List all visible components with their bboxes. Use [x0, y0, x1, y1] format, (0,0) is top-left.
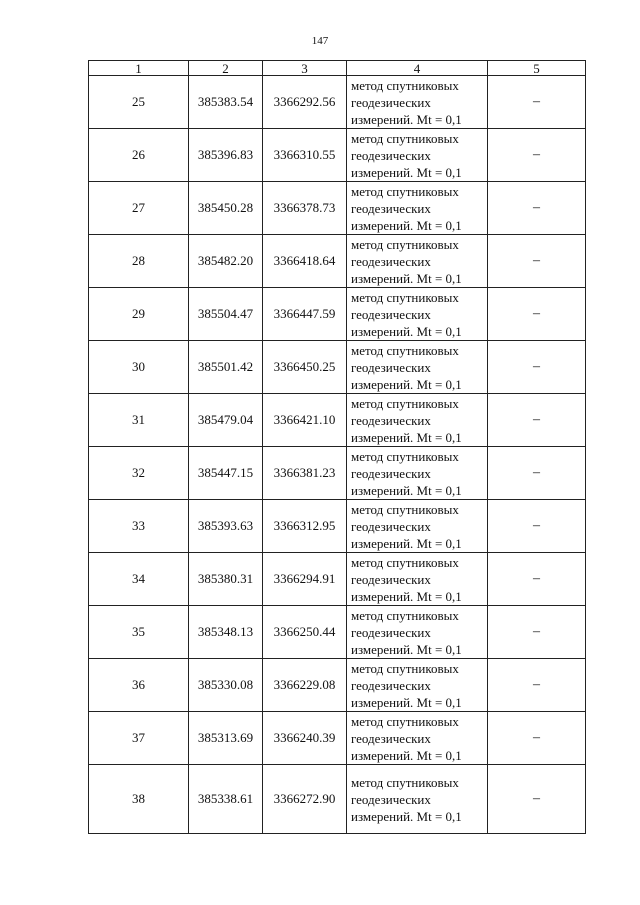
x-coordinate-cell: 385479.04	[189, 394, 263, 447]
column-header: 4	[347, 61, 488, 76]
method-line: измерений. Mt = 0,1	[351, 429, 462, 445]
method-line: метод спутниковых	[351, 713, 459, 729]
x-coordinate-cell: 385501.42	[189, 341, 263, 394]
note-cell: –	[488, 129, 586, 182]
method-line: измерений. Mt = 0,1	[351, 376, 462, 392]
y-coordinate-cell: 3366240.39	[263, 712, 347, 765]
table-row	[89, 500, 586, 553]
point-number-cell: 29	[89, 288, 189, 341]
method-line: метод спутниковых	[351, 236, 459, 252]
x-coordinate-cell: 385383.54	[189, 76, 263, 129]
note-cell: –	[488, 606, 586, 659]
point-number-cell: 27	[89, 182, 189, 235]
table-row	[89, 553, 586, 606]
method-line: измерений. Mt = 0,1	[351, 808, 462, 824]
method-cell	[347, 659, 488, 712]
x-coordinate-cell: 385330.08	[189, 659, 263, 712]
table-header-row	[89, 61, 586, 76]
page-number: 147	[311, 35, 329, 47]
x-coordinate-cell: 385396.83	[189, 129, 263, 182]
method-line: геодезических	[351, 306, 431, 322]
method-line: метод спутниковых	[351, 607, 459, 623]
method-line: геодезических	[351, 518, 431, 534]
method-cell	[347, 182, 488, 235]
table-row	[89, 288, 586, 341]
method-line: измерений. Mt = 0,1	[351, 535, 462, 551]
note-cell: –	[488, 341, 586, 394]
x-coordinate-cell: 385504.47	[189, 288, 263, 341]
table-row	[89, 235, 586, 288]
method-cell	[347, 553, 488, 606]
method-line: метод спутниковых	[351, 554, 459, 570]
method-line: метод спутниковых	[351, 183, 459, 199]
column-header: 1	[89, 61, 189, 76]
method-line: измерений. Mt = 0,1	[351, 747, 462, 763]
method-line: измерений. Mt = 0,1	[351, 111, 462, 127]
method-line: метод спутниковых	[351, 289, 459, 305]
note-cell: –	[488, 553, 586, 606]
method-line: измерений. Mt = 0,1	[351, 588, 462, 604]
method-line: метод спутниковых	[351, 77, 459, 93]
y-coordinate-cell: 3366292.56	[263, 76, 347, 129]
note-cell: –	[488, 288, 586, 341]
method-line: метод спутниковых	[351, 501, 459, 517]
method-line: геодезических	[351, 412, 431, 428]
x-coordinate-cell: 385482.20	[189, 235, 263, 288]
method-line: измерений. Mt = 0,1	[351, 482, 462, 498]
y-coordinate-cell: 3366421.10	[263, 394, 347, 447]
method-cell	[347, 765, 488, 834]
method-line: геодезических	[351, 147, 431, 163]
method-line: метод спутниковых	[351, 448, 459, 464]
method-cell	[347, 394, 488, 447]
method-cell	[347, 606, 488, 659]
note-cell: –	[488, 712, 586, 765]
method-cell	[347, 500, 488, 553]
table-body	[89, 76, 586, 834]
method-line: измерений. Mt = 0,1	[351, 164, 462, 180]
method-line: измерений. Mt = 0,1	[351, 217, 462, 233]
method-cell	[347, 235, 488, 288]
method-line: геодезических	[351, 677, 431, 693]
point-number-cell: 34	[89, 553, 189, 606]
x-coordinate-cell: 385338.61	[189, 765, 263, 834]
y-coordinate-cell: 3366272.90	[263, 765, 347, 834]
method-line: геодезических	[351, 94, 431, 110]
y-coordinate-cell: 3366378.73	[263, 182, 347, 235]
column-header: 2	[189, 61, 263, 76]
y-coordinate-cell: 3366381.23	[263, 447, 347, 500]
point-number-cell: 31	[89, 394, 189, 447]
method-line: геодезических	[351, 200, 431, 216]
method-line: измерений. Mt = 0,1	[351, 270, 462, 286]
note-cell: –	[488, 76, 586, 129]
table-row	[89, 765, 586, 834]
note-cell: –	[488, 500, 586, 553]
coordinates-table	[88, 60, 586, 834]
note-cell: –	[488, 394, 586, 447]
point-number-cell: 35	[89, 606, 189, 659]
table-row	[89, 341, 586, 394]
y-coordinate-cell: 3366294.91	[263, 553, 347, 606]
table-row	[89, 447, 586, 500]
method-line: измерений. Mt = 0,1	[351, 694, 462, 710]
note-cell: –	[488, 765, 586, 834]
method-line: геодезических	[351, 624, 431, 640]
point-number-cell: 32	[89, 447, 189, 500]
point-number-cell: 28	[89, 235, 189, 288]
y-coordinate-cell: 3366250.44	[263, 606, 347, 659]
x-coordinate-cell: 385450.28	[189, 182, 263, 235]
x-coordinate-cell: 385313.69	[189, 712, 263, 765]
x-coordinate-cell: 385348.13	[189, 606, 263, 659]
method-cell	[347, 447, 488, 500]
column-header: 3	[263, 61, 347, 76]
method-line: измерений. Mt = 0,1	[351, 641, 462, 657]
y-coordinate-cell: 3366418.64	[263, 235, 347, 288]
point-number-cell: 30	[89, 341, 189, 394]
y-coordinate-cell: 3366310.55	[263, 129, 347, 182]
table-row	[89, 659, 586, 712]
method-cell	[347, 341, 488, 394]
method-line: измерений. Mt = 0,1	[351, 323, 462, 339]
note-cell: –	[488, 659, 586, 712]
table-row	[89, 129, 586, 182]
table-row	[89, 182, 586, 235]
method-line: геодезических	[351, 465, 431, 481]
method-cell	[347, 712, 488, 765]
point-number-cell: 37	[89, 712, 189, 765]
note-cell: –	[488, 447, 586, 500]
note-cell: –	[488, 235, 586, 288]
x-coordinate-cell: 385380.31	[189, 553, 263, 606]
table-row	[89, 76, 586, 129]
y-coordinate-cell: 3366312.95	[263, 500, 347, 553]
point-number-cell: 38	[89, 765, 189, 834]
y-coordinate-cell: 3366450.25	[263, 341, 347, 394]
method-line: геодезических	[351, 791, 431, 807]
table-row	[89, 712, 586, 765]
y-coordinate-cell: 3366447.59	[263, 288, 347, 341]
point-number-cell: 36	[89, 659, 189, 712]
note-cell: –	[488, 182, 586, 235]
point-number-cell: 26	[89, 129, 189, 182]
method-line: метод спутниковых	[351, 342, 459, 358]
y-coordinate-cell: 3366229.08	[263, 659, 347, 712]
method-line: метод спутниковых	[351, 774, 459, 790]
method-line: геодезических	[351, 359, 431, 375]
method-line: геодезических	[351, 730, 431, 746]
method-cell	[347, 288, 488, 341]
x-coordinate-cell: 385447.15	[189, 447, 263, 500]
point-number-cell: 33	[89, 500, 189, 553]
point-number-cell: 25	[89, 76, 189, 129]
table-row	[89, 394, 586, 447]
method-line: метод спутниковых	[351, 395, 459, 411]
method-line: геодезических	[351, 253, 431, 269]
method-line: метод спутниковых	[351, 130, 459, 146]
x-coordinate-cell: 385393.63	[189, 500, 263, 553]
method-line: геодезических	[351, 571, 431, 587]
table-row	[89, 606, 586, 659]
column-header: 5	[488, 61, 586, 76]
method-cell	[347, 76, 488, 129]
method-cell	[347, 129, 488, 182]
method-line: метод спутниковых	[351, 660, 459, 676]
